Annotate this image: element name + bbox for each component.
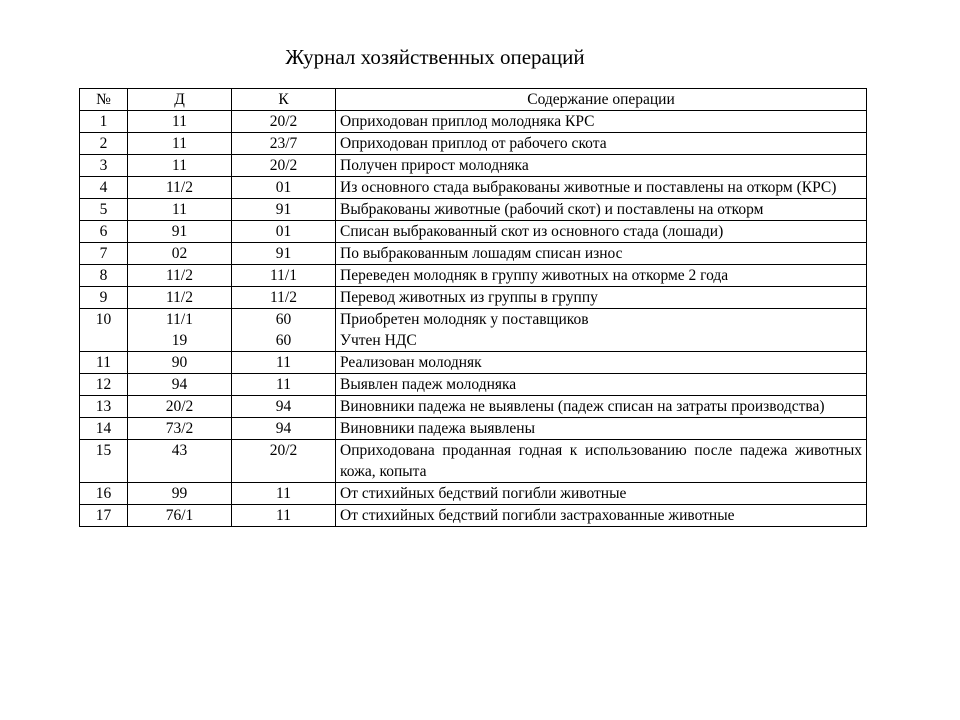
row-number: 7 (80, 243, 128, 265)
row-number: 6 (80, 221, 128, 243)
operation-description-cell (336, 440, 867, 483)
debit-account-cell (128, 265, 232, 287)
credit-account-cell (232, 287, 336, 309)
operation-description: Списан выбракованный скот из основного стада (лошади) (340, 223, 724, 240)
operation-description-cell (336, 374, 867, 396)
debit-account: 11 (172, 135, 187, 152)
operation-description: Виновники падежа не выявлены (падеж списан на затраты производства) (340, 398, 825, 415)
header-credit: К (232, 89, 336, 111)
operation-description-cell (336, 243, 867, 265)
operation-description-cell (336, 221, 867, 243)
credit-account-cell (232, 483, 336, 505)
debit-account: 11 (172, 157, 187, 174)
credit-account: 11 (276, 376, 291, 393)
credit-account-cell (232, 352, 336, 374)
credit-account-cell (232, 111, 336, 133)
operation-description: Получен прирост молодняка (340, 157, 529, 174)
table-row (80, 177, 867, 199)
table-body (80, 111, 867, 527)
credit-account-cell (232, 418, 336, 440)
row-number: 4 (80, 177, 128, 199)
row-number: 14 (80, 418, 128, 440)
debit-account-cell (128, 111, 232, 133)
operation-description: Перевод животных из группы в группу (340, 289, 598, 306)
debit-account: 11 (172, 201, 187, 218)
row-number: 9 (80, 287, 128, 309)
operation-description-cell (336, 352, 867, 374)
credit-account-cell (232, 265, 336, 287)
debit-account-cell (128, 440, 232, 483)
credit-account: 91 (275, 201, 292, 218)
operation-description: Приобретен молодняк у поставщиков (340, 311, 589, 328)
debit-account-cell (128, 199, 232, 221)
debit-account-cell (128, 243, 232, 265)
credit-account-cell (232, 505, 336, 527)
row-number: 2 (80, 133, 128, 155)
operation-description-cell (336, 177, 867, 199)
operation-description: По выбракованным лошадям списан износ (340, 245, 623, 262)
header-number: № (80, 89, 128, 111)
table-row (80, 133, 867, 155)
debit-account: 73/2 (165, 420, 194, 437)
debit-account: 91 (171, 223, 188, 240)
operation-description-cell (336, 505, 867, 527)
table-row (80, 352, 867, 374)
debit-account: 90 (171, 354, 188, 371)
table-header-row (80, 89, 867, 111)
operation-description-cell (336, 199, 867, 221)
row-number: 11 (80, 352, 128, 374)
table-row (80, 265, 867, 287)
credit-account: 11/1 (270, 267, 297, 284)
header-debit: Д (128, 89, 232, 111)
debit-account-cell (128, 287, 232, 309)
debit-account: 43 (171, 442, 188, 459)
debit-account: 11 (172, 113, 187, 130)
operation-description: Оприходована проданная годная к использованию после падежа животных кожа, копыта (340, 442, 862, 480)
operation-description: Учтен НДС (340, 332, 417, 349)
table-row (80, 155, 867, 177)
debit-account: 02 (171, 245, 188, 262)
table-row (80, 396, 867, 418)
credit-account: 60 (275, 332, 292, 349)
debit-account-cell (128, 505, 232, 527)
credit-account-cell (232, 221, 336, 243)
debit-account: 11/2 (166, 267, 193, 284)
operation-description: Оприходован приплод молодняка КРС (340, 113, 595, 130)
debit-account-cell (128, 483, 232, 505)
row-number: 12 (80, 374, 128, 396)
operation-description: От стихийных бедствий погибли застрахованные животные (340, 507, 735, 524)
credit-account: 94 (275, 398, 292, 415)
debit-account: 19 (171, 332, 188, 349)
credit-account: 60 (275, 311, 292, 328)
debit-account-cell (128, 396, 232, 418)
credit-account-cell (232, 199, 336, 221)
credit-account-cell (232, 243, 336, 265)
debit-account: 76/1 (165, 507, 194, 524)
operation-description: Переведен молодняк в группу животных на откорме 2 года (340, 267, 729, 284)
operations-journal-table (79, 88, 867, 527)
table-row (80, 243, 867, 265)
debit-account-cell (128, 221, 232, 243)
table-row (80, 505, 867, 527)
row-number: 3 (80, 155, 128, 177)
debit-account-cell (128, 418, 232, 440)
operation-description-cell (336, 133, 867, 155)
row-number: 16 (80, 483, 128, 505)
debit-account: 11/2 (166, 179, 193, 196)
operation-description-cell (336, 287, 867, 309)
table-row (80, 287, 867, 309)
table-row (80, 418, 867, 440)
debit-account-cell (128, 352, 232, 374)
operation-description-cell (336, 396, 867, 418)
credit-account-cell (232, 396, 336, 418)
operation-description: Виновники падежа выявлены (340, 420, 535, 437)
credit-account-cell (232, 440, 336, 483)
table-row (80, 199, 867, 221)
debit-account: 11/1 (166, 311, 193, 328)
page-title: Журнал хозяйственных операций (285, 45, 585, 69)
operation-description: Из основного стада выбракованы животные и поставлены на откорм (КРС) (340, 179, 837, 196)
operation-description: Реализован молодняк (340, 354, 482, 371)
operation-description-cell (336, 111, 867, 133)
debit-account: 20/2 (165, 398, 194, 415)
debit-account-cell (128, 309, 232, 352)
credit-account: 01 (275, 223, 292, 240)
debit-account-cell (128, 133, 232, 155)
row-number: 8 (80, 265, 128, 287)
row-number: 13 (80, 396, 128, 418)
row-number: 5 (80, 199, 128, 221)
operation-description: Оприходован приплод от рабочего скота (340, 135, 607, 152)
credit-account-cell (232, 155, 336, 177)
debit-account: 99 (171, 485, 188, 502)
table-row (80, 111, 867, 133)
credit-account: 11 (276, 507, 291, 524)
credit-account: 11/2 (270, 289, 297, 306)
operation-description-cell (336, 483, 867, 505)
operation-description-cell (336, 155, 867, 177)
credit-account-cell (232, 374, 336, 396)
operation-description: Выбракованы животные (рабочий скот) и поставлены на откорм (340, 201, 764, 218)
table-row (80, 221, 867, 243)
debit-account-cell (128, 177, 232, 199)
table-row (80, 309, 867, 352)
debit-account-cell (128, 155, 232, 177)
table-row (80, 374, 867, 396)
operation-description-cell (336, 309, 867, 352)
debit-account: 11/2 (166, 289, 193, 306)
row-number: 17 (80, 505, 128, 527)
operation-description: Выявлен падеж молодняка (340, 376, 517, 393)
credit-account-cell (232, 309, 336, 352)
debit-account: 94 (171, 376, 188, 393)
operation-description-cell (336, 265, 867, 287)
operation-description: От стихийных бедствий погибли животные (340, 485, 627, 502)
row-number: 15 (80, 440, 128, 483)
credit-account: 11 (276, 354, 291, 371)
credit-account: 20/2 (269, 113, 298, 130)
credit-account: 01 (275, 179, 292, 196)
table-row (80, 440, 867, 483)
credit-account: 20/2 (269, 442, 298, 459)
header-content: Содержание операции (336, 89, 867, 111)
operation-description-cell (336, 418, 867, 440)
row-number: 10 (80, 309, 128, 352)
debit-account-cell (128, 374, 232, 396)
credit-account: 23/7 (269, 135, 298, 152)
credit-account-cell (232, 133, 336, 155)
credit-account: 11 (276, 485, 291, 502)
credit-account: 91 (275, 245, 292, 262)
credit-account-cell (232, 177, 336, 199)
row-number: 1 (80, 111, 128, 133)
table-row (80, 483, 867, 505)
credit-account: 20/2 (269, 157, 298, 174)
credit-account: 94 (275, 420, 292, 437)
